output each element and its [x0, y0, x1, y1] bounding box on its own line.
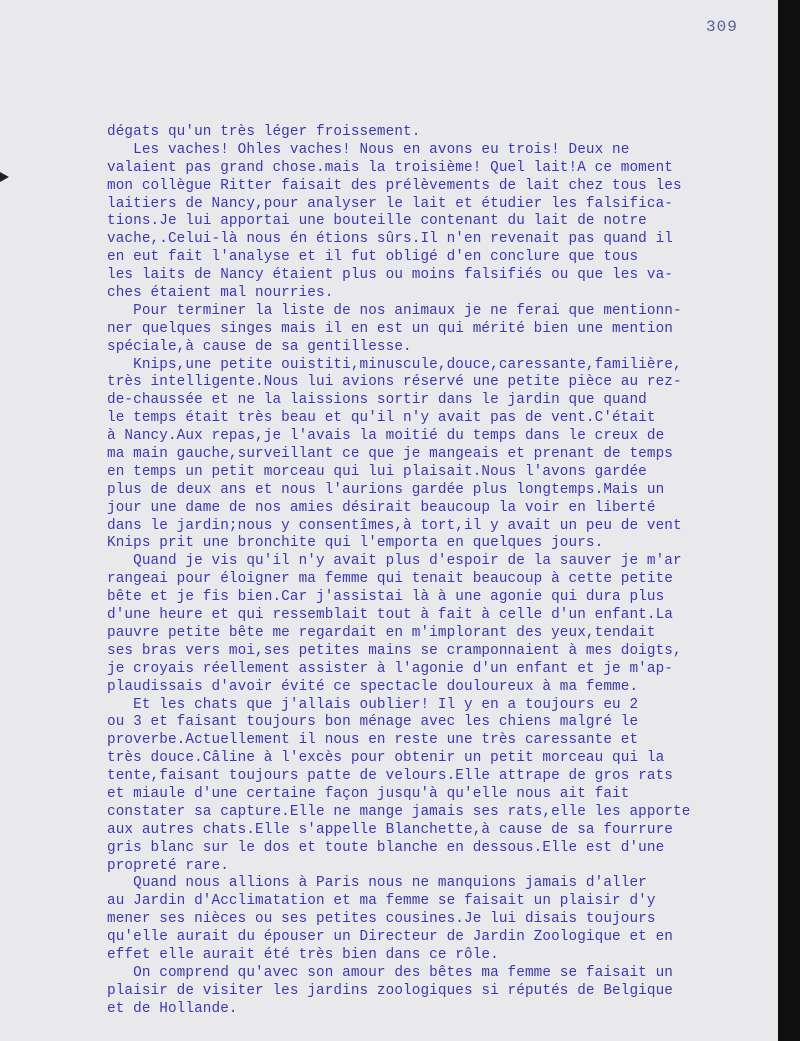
- text-line: rangeai pour éloigner ma femme qui tenait beaucoup à cette petite: [107, 571, 673, 588]
- text-line: tions.Je lui apportai une bouteille contenant du lait de notre: [107, 213, 647, 230]
- text-line: à Nancy.Aux repas,je l'avais la moitié du temps dans le creux de: [107, 428, 665, 445]
- text-line: les laits de Nancy étaient plus ou moins falsifiés ou que les va-: [107, 267, 673, 284]
- text-line: ner quelques singes mais il en est un qui mérité bien une mention: [107, 320, 673, 337]
- margin-mark: [0, 172, 9, 182]
- text-line: ma main gauche,surveillant ce que je mangeais et prenant de temps: [107, 446, 673, 463]
- text-line: proverbe.Actuellement il nous en reste une très caressante et: [107, 732, 639, 749]
- text-line: vache,.Celui-là nous én étions sûrs.Il n'en revenait pas quand il: [107, 231, 673, 248]
- text-line: Pour terminer la liste de nos animaux je ne ferai que mentionn-: [107, 302, 682, 319]
- text-line: ou 3 et faisant toujours bon ménage avec les chiens malgré le: [107, 714, 639, 731]
- text-line: Et les chats que j'allais oublier! Il y en a toujours eu 2: [107, 696, 639, 713]
- text-line: et miaule d'une certaine façon jusqu'à qu'elle nous ait fait: [107, 785, 630, 802]
- text-line: je croyais réellement assister à l'agonie d'un enfant et je m'ap-: [107, 660, 673, 677]
- text-line: ses bras vers moi,ses petites mains se cramponnaient à mes doigts,: [107, 642, 682, 659]
- text-line: Quand je vis qu'il n'y avait plus d'espoir de la sauver je m'ar: [107, 553, 682, 570]
- text-line: jour une dame de nos amies désirait beaucoup la voir en liberté: [107, 499, 656, 516]
- text-line: ches étaient mal nourries.: [107, 285, 334, 302]
- text-line: tente,faisant toujours patte de velours.Elle attrape de gros rats: [107, 768, 673, 785]
- text-line: en eut fait l'analyse et il fut obligé d'en conclure que tous: [107, 249, 639, 266]
- text-line: dégats qu'un très léger froissement.: [107, 124, 421, 140]
- text-line: en temps un petit morceau qui lui plaisait.Nous l'avons gardée: [107, 463, 647, 480]
- text-line: Quand nous allions à Paris nous ne manquions jamais d'aller: [107, 875, 647, 892]
- text-line: Knips,une petite ouistiti,minuscule,douce,caressante,familière,: [107, 356, 682, 373]
- text-line: Knips prit une bronchite qui l'emporta en quelques jours.: [107, 535, 604, 552]
- text-line: le temps était très beau et qu'il n'y avait pas de vent.C'était: [107, 410, 656, 427]
- text-line: dans le jardin;nous y consentîmes,à tort,il y avait un peu de vent: [107, 517, 682, 534]
- text-line: plaudissais d'avoir évité ce spectacle douloureux à ma femme.: [107, 678, 639, 695]
- text-line: au Jardin d'Acclimatation et ma femme se faisait un plaisir d'y: [107, 893, 656, 910]
- text-line: spéciale,à cause de sa gentillesse.: [107, 338, 412, 355]
- document-body: [107, 124, 787, 1019]
- text-line: Les vaches! Ohles vaches! Nous en avons eu trois! Deux ne: [107, 141, 630, 158]
- page-number: 309: [706, 18, 738, 36]
- text-line: On comprend qu'avec son amour des bêtes ma femme se faisait un: [107, 964, 673, 981]
- text-line: bête et je fis bien.Car j'assistai là à une agonie qui dura plus: [107, 589, 665, 606]
- text-line: mon collègue Ritter faisait des prélèvements de lait chez tous les: [107, 177, 682, 194]
- text-line: de-chaussée et ne la laissions sortir dans le jardin que quand: [107, 392, 647, 409]
- text-line: effet elle aurait été très bien dans ce rôle.: [107, 946, 499, 963]
- text-line: pauvre petite bête me regardait en m'implorant des yeux,tendait: [107, 624, 656, 641]
- text-line: aux autres chats.Elle s'appelle Blanchette,à cause de sa fourrure: [107, 821, 673, 838]
- text-line: laitiers de Nancy,pour analyser le lait et étudier les falsifica-: [107, 195, 673, 212]
- text-line: d'une heure et qui ressemblait tout à fait à celle d'un enfant.La: [107, 607, 673, 624]
- text-line: valaient pas grand chose.mais la troisième! Quel lait!A ce moment: [107, 159, 673, 176]
- text-line: très intelligente.Nous lui avions réservé une petite pièce au rez-: [107, 374, 682, 391]
- text-line: qu'elle aurait du épouser un Directeur de Jardin Zoologique et en: [107, 929, 673, 946]
- text-line: constater sa capture.Elle ne mange jamais ses rats,elle les apporte: [107, 803, 691, 820]
- text-line: et de Hollande.: [107, 1000, 238, 1017]
- text-line: gris blanc sur le dos et toute blanche en dessous.Elle est d'une: [107, 839, 665, 856]
- text-line: plus de deux ans et nous l'aurions gardée plus longtemps.Mais un: [107, 481, 665, 498]
- text-line: très douce.Câline à l'excès pour obtenir un petit morceau qui la: [107, 750, 665, 767]
- text-line: mener ses nièces ou ses petites cousines.Je lui disais toujours: [107, 911, 656, 928]
- text-line: propreté rare.: [107, 857, 229, 874]
- text-line: plaisir de visiter les jardins zoologiques si réputés de Belgique: [107, 982, 673, 999]
